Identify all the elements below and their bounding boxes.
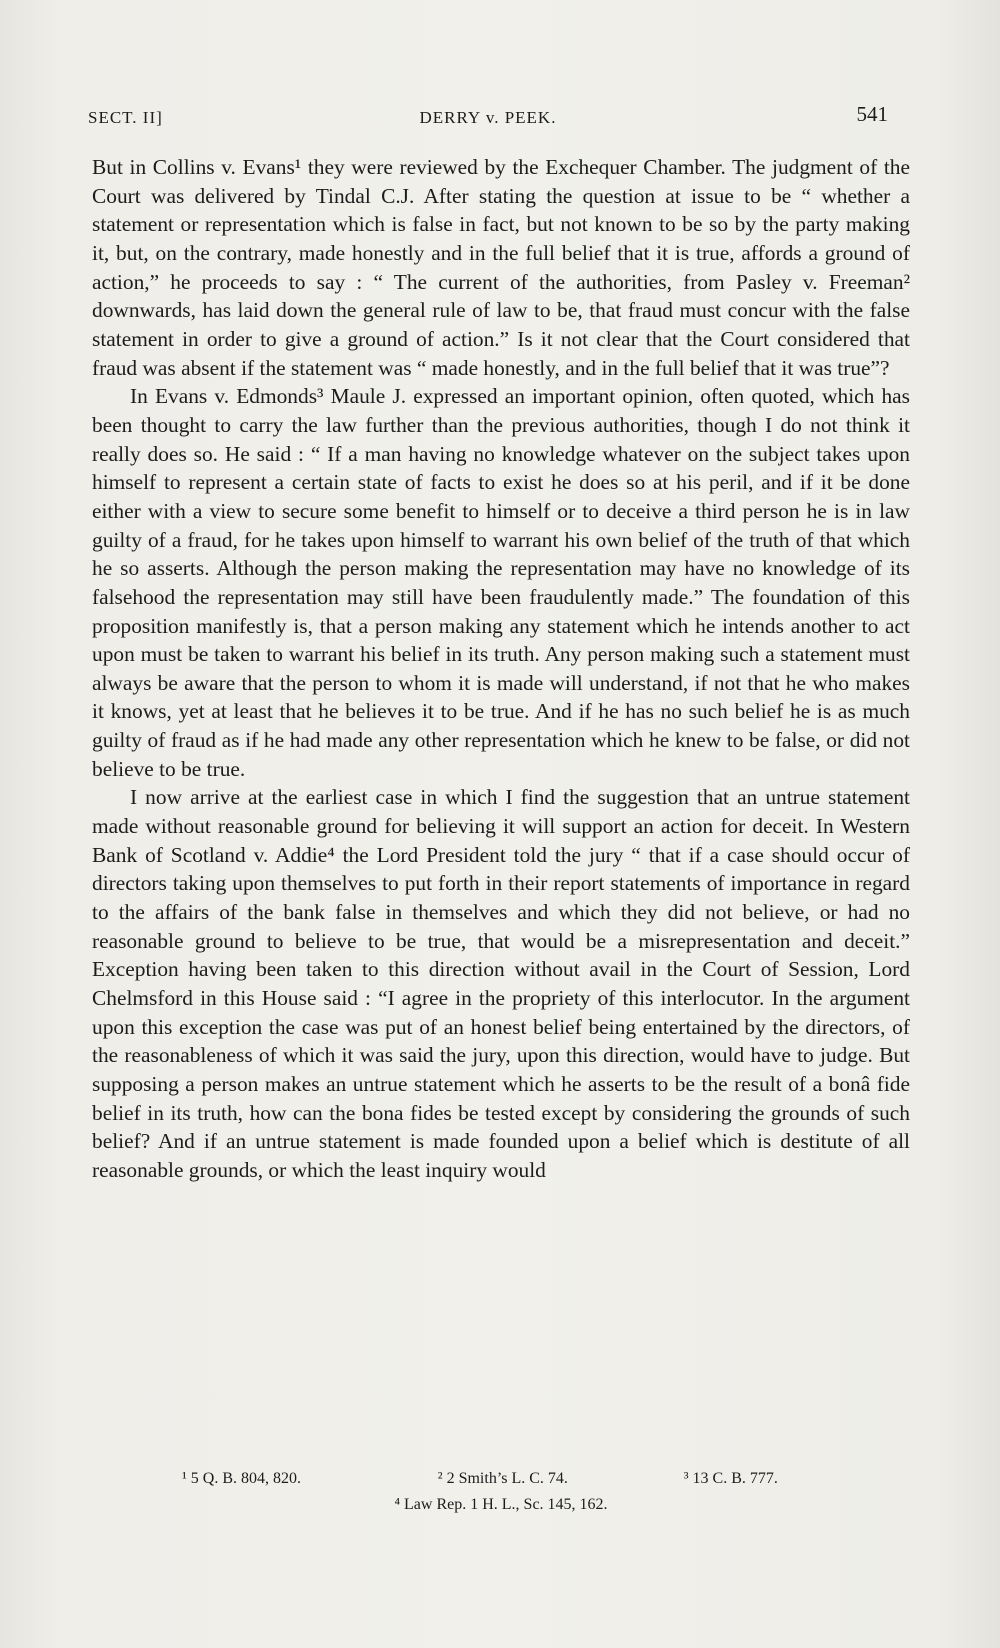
footnote-2: ² 2 Smith’s L. C. 74. xyxy=(437,1470,568,1487)
page-number: 541 xyxy=(856,102,888,126)
footnotes xyxy=(92,1466,910,1518)
paragraph: I now arrive at the earliest case in which I find the suggestion that an untrue statement made without reasonable ground for believing it will support an action for deceit. In Western Bank of Scotland v. Addie⁴ the Lord President told the jury “ that if a case should occur of directors taking upon themselves to put forth in their report statements of importance in regard to the affairs of the bank false in themselves and which they did not believe, or had no reasonable ground to believe to be true, that would be a misrepresentation and deceit.” Exception having been taken to this direction without avail in the Court of Session, Lord Chelmsford in this House said : “I agree in the propriety of this interlocutor. In the argument upon this exception the case was put of an honest belief being entertained by the directors, of the reasonableness of which it was said the jury, upon this direction, would have to judge. But supposing a person makes an untrue statement which he asserts to be the result of a bonâ fide belief in its truth, how can the bona fides be tested except by considering the grounds of such belief? And if an untrue statement is made founded upon a belief which is destitute of all reasonable grounds, or which the least inquiry would xyxy=(92,785,910,1182)
paragraph: But in Collins v. Evans¹ they were reviewed by the Exchequer Chamber. The judgment of the Court was delivered by Tindal C.J. After stating the question at issue to be “ whether a statement or representation which is false in fact, but not known to be so by the party making it, but, on the contrary, made honestly and in the full belief that it is true, affords a ground of action,” he proceeds to say : “ The current of the authorities, from Pasley v. Freeman² downwards, has laid down the general rule of law to be, that fraud must concur with the false statement in order to give a ground of action.” Is it not clear that the Court considered that fraud was absent if the statement was “ made honestly, and in the full belief that it was true”? xyxy=(92,155,910,380)
running-head xyxy=(88,98,888,134)
footnote-3: ³ 13 C. B. 777. xyxy=(683,1470,778,1487)
section-label: SECT. II] xyxy=(88,108,163,127)
body-text xyxy=(92,153,910,1185)
paragraph: In Evans v. Edmonds³ Maule J. expressed an important opinion, often quoted, which has been thought to carry the law further than the previous authorities, though I do not think it really does so. He said : “ If a man having no knowledge whatever on the subject takes upon himself to represent a certain state of facts to exist he does so at his peril, and if it be done either with a view to secure some benefit to himself or to deceive a third person he is in law guilty of a fraud, for he takes upon himself to warrant his own belief of the truth of that which he so asserts. Although the person making the representation may have no knowledge of its falsehood the representation may still have been fraudulently made.” The foundation of this proposition manifestly is, that a person making any statement which he intends another to act upon must be taken to warrant his belief in its truth. Any person making such a statement must always be aware that the person to whom it is made will understand, if not that he who makes it knows, yet at least that he believes it to be true. And if he has no such belief he is as much guilty of fraud as if he had made any other representation which he knew to be false, or did not believe to be true. xyxy=(92,384,910,781)
footnote-4: ⁴ Law Rep. 1 H. L., Sc. 145, 162. xyxy=(394,1496,608,1513)
footnote-1: ¹ 5 Q. B. 804, 820. xyxy=(182,1470,302,1487)
case-title: DERRY v. PEEK. xyxy=(419,108,557,127)
